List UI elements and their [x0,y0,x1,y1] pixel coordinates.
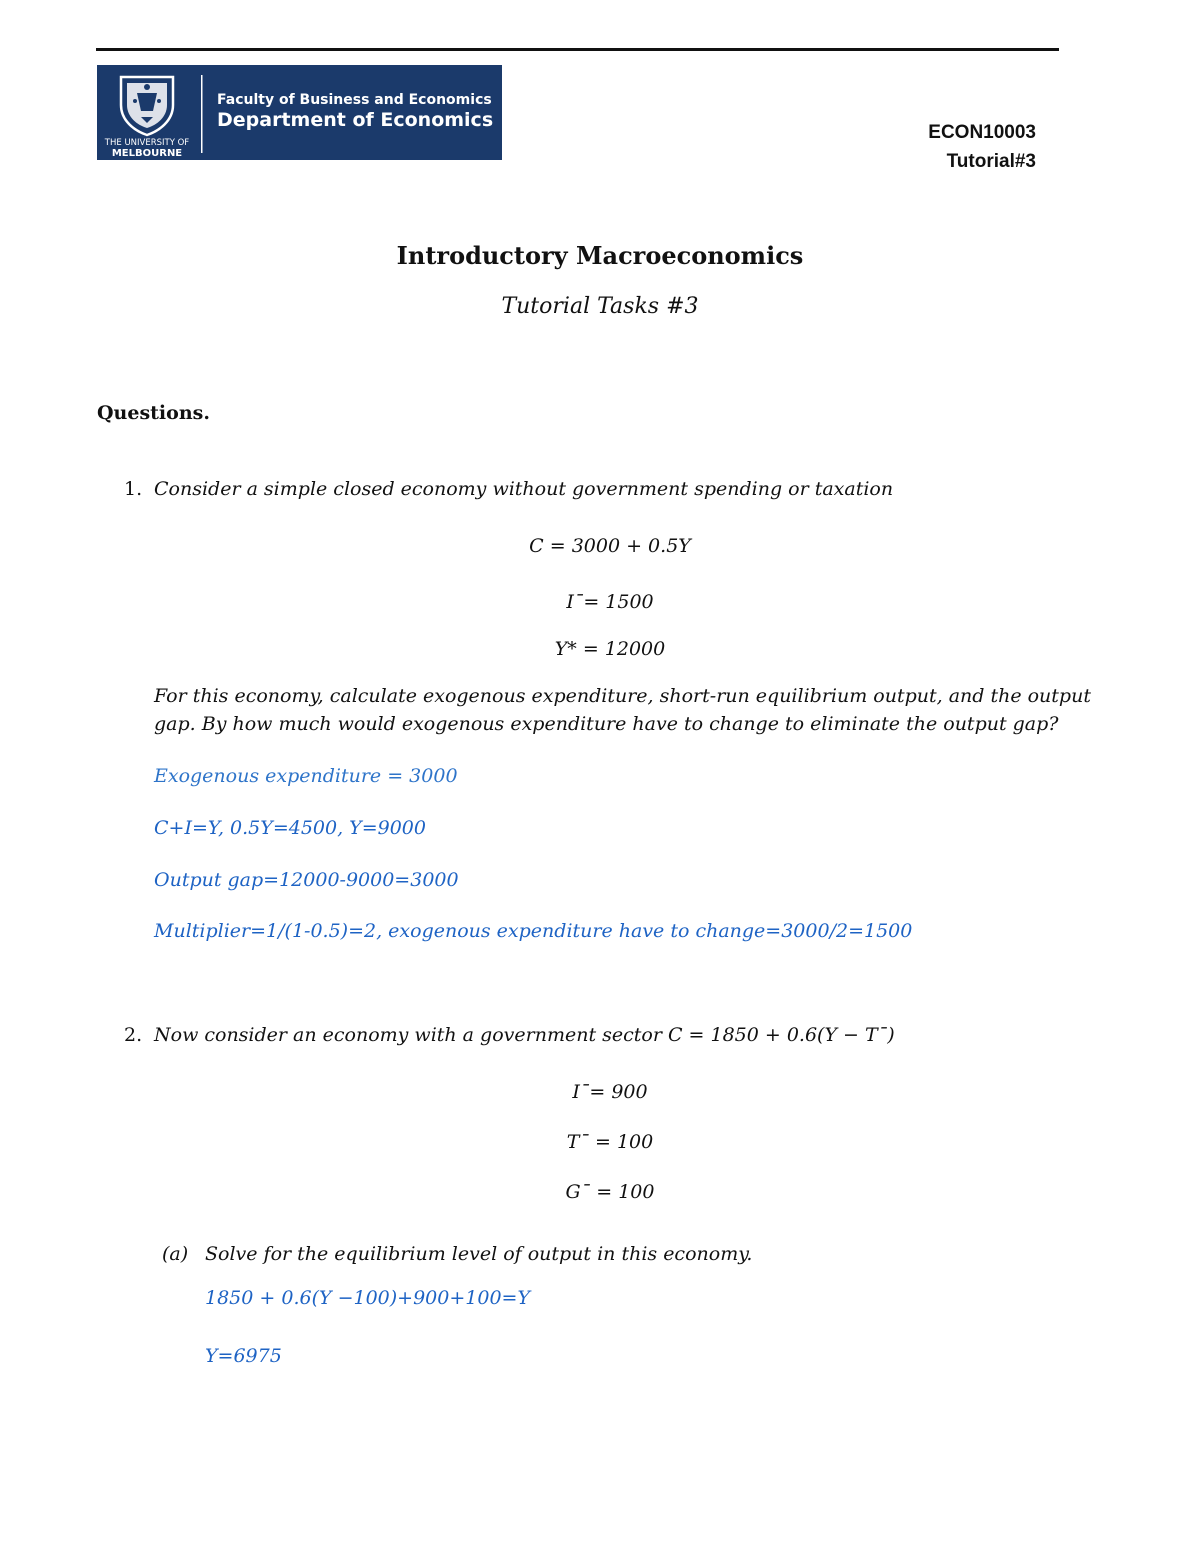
q1-answer-exogenous-expenditure: Exogenous expenditure = 3000 [154,765,458,787]
questions-heading: Questions. [97,402,210,424]
q1-equation-investment: I¯= 1500 [566,591,654,613]
question-2-number: 2. [124,1024,143,1046]
course-code: ECON10003 [928,122,1036,143]
q1-answer-equilibrium: C+I=Y, 0.5Y=4500, Y=9000 [154,817,426,839]
q2-part-a-label: (a) [162,1243,189,1265]
question-2-prompt: Now consider an economy with a government sector C = 1850 + 0.6(Y − T¯) [154,1024,895,1046]
svg-text:MELBOURNE: MELBOURNE [111,148,183,159]
tutorial-label: Tutorial#3 [946,151,1036,172]
course-info [928,118,1036,176]
q2-part-a-answer-equation: 1850 + 0.6(Y −100)+900+100=Y [205,1287,530,1309]
q2-part-a-answer-result: Y=6975 [205,1345,282,1367]
question-1-number: 1. [124,478,143,500]
q1-equation-consumption: C = 3000 + 0.5Y [529,535,691,557]
document-title: Introductory Macroeconomics [396,241,804,270]
q1-equation-potential-output: Y* = 12000 [554,638,666,660]
svg-text:THE UNIVERSITY OF: THE UNIVERSITY OF [104,138,190,148]
q2-part-a-prompt: Solve for the equilibrium level of output in this economy. [205,1243,753,1265]
question-1-task-line-2: gap. By how much would exogenous expenditure have to change to eliminate the output gap? [154,713,1059,735]
q1-answer-multiplier: Multiplier=1/(1-0.5)=2, exogenous expenditure have to change=3000/2=1500 [154,920,913,942]
university-logo [97,65,502,160]
q2-equation-government: G¯ = 100 [565,1181,655,1203]
top-rule [96,48,1059,51]
q2-equation-taxes: T¯ = 100 [566,1131,654,1153]
document-subtitle: Tutorial Tasks #3 [501,294,699,319]
question-1-task-line-1: For this economy, calculate exogenous expenditure, short-run equilibrium output, and the output [154,685,1091,707]
q1-answer-output-gap: Output gap=12000-9000=3000 [154,869,459,891]
faculty-name: Faculty of Business and Economics [217,92,492,108]
question-1-prompt: Consider a simple closed economy without government spending or taxation [154,478,894,500]
q2-equation-investment: I¯= 900 [572,1081,648,1103]
department-name: Department of Economics [217,109,494,131]
